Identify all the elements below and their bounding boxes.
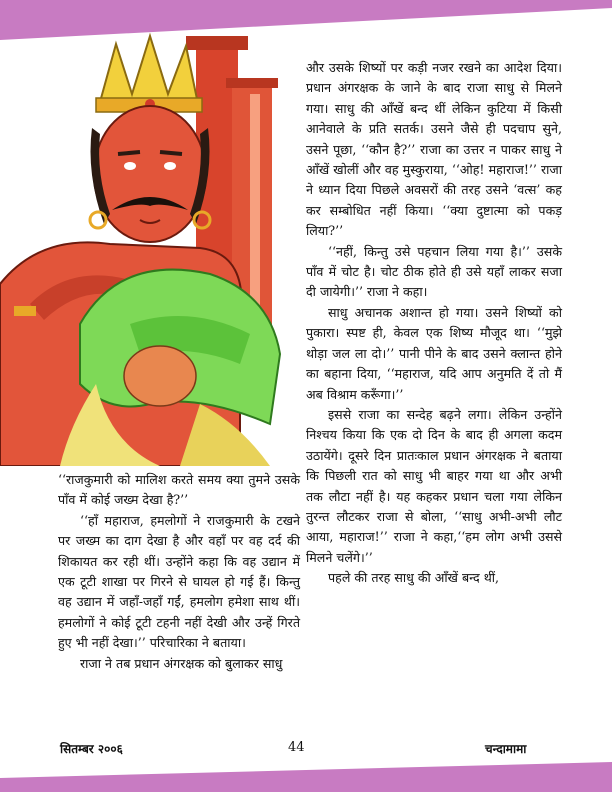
story-illustration — [0, 24, 300, 466]
paragraph: राजा ने तब प्रधान अंगरक्षक को बुलाकर साधु — [80, 655, 283, 671]
paragraph: ‘‘राजकुमारी को मालिश करते समय क्या तुमने उसके पाँव में कोई जख्म देखा है?’’ — [58, 472, 300, 508]
paragraph: इससे राजा का सन्देह बढ़ने लगा। लेकिन उन्होंने निश्चय किया कि एक दो दिन के बाद ही अगला कदम उठायेंगे। दूसरे दिन प्रातःकाल प्रधान अंगरक्षक ने बताया कि पिछली रात को साधु भी बाहर गया था और अभी तक लौटा नहीं है। यह कहकर प्रधान चला गया लेकिन तुरन्त लौटकर राजा से बोला, ‘‘साधु अभी-अभी लौट आया, महाराज!’’ राजा ने कहा,‘‘हम लोग अभी उससे मिलने चलेंगे।’’ — [306, 406, 562, 565]
paragraph: ‘‘हाँ महाराज, हमलोगों ने राजकुमारी के टखने पर जख्म का दाग देखा है और वहाँ पर वह दर्द की शिकायत कर रही थीं। उन्होंने कहा कि वह उद्यान में एक टूटी शाखा पर गिरने से घायल हो गई हैं। किन्तु वह उद्यान में जहाँ-जहाँ गईं, हमलोग हमेशा साथ थीं। हमलोगों ने कोई टूटी टहनी नहीं देखी और उन्हें गिरते हुए भी नहीं देखा।’’ परिचारिका ने बताया। — [58, 512, 300, 651]
footer-magazine-name: चन्दामामा — [485, 742, 527, 756]
crown — [96, 36, 202, 112]
bottom-decorative-band — [0, 752, 612, 792]
right-text-column — [306, 58, 562, 589]
paragraph: और उसके शिष्यों पर कड़ी नजर रखने का आदेश दिया। प्रधान अंगरक्षक के जाने के बाद राजा साधु से मिलने गया। साधु की आँखें बन्द थीं लेकिन कुटिया में किसी आनेवाले के प्रति सतर्क। उसने जैसे ही पदचाप सुने, उसने पूछा, ‘‘कौन है?’’ राजा का उत्तर न पाकर साधु ने आँखें खोलीं और वह मुस्कुराया, ‘‘ओह! महाराज!’’ राजा ने ध्यान दिया पिछले अवसरों की तरह उसने ‘वत्स’ कह कर सम्बोधित नहीं किया। ‘‘क्या दुष्टात्मा को पकड़ लिया?’’ — [306, 60, 562, 239]
footer-issue-date: सितम्बर २००६ — [60, 742, 123, 756]
king-face — [90, 106, 210, 242]
paragraph: साधु अचानक अशान्त हो गया। उसने शिष्यों को पुकारा। स्पष्ट ही, केवल एक शिष्य मौजूद था। ‘‘मुझे थोड़ा जल ला दो।’’ पानी पीने के बाद उसने क्लान्त होने का बहाना दिया, ‘‘महाराज, यदि आप अनुमति दें तो मैं अब विश्राम करूँगा।’’ — [306, 304, 562, 402]
page-number: 44 — [288, 740, 305, 755]
left-text-column — [58, 470, 300, 674]
paragraph: पहले की तरह साधु की आँखें बन्द थीं, — [328, 570, 500, 586]
paragraph: ‘‘नहीं, किन्तु उसे पहचान लिया गया है।’’ उसके पाँव में चोट है। चोट ठीक होते ही उसे यहाँ लाकर सजा दी जायेगी।’’ राजा ने कहा। — [306, 243, 562, 300]
